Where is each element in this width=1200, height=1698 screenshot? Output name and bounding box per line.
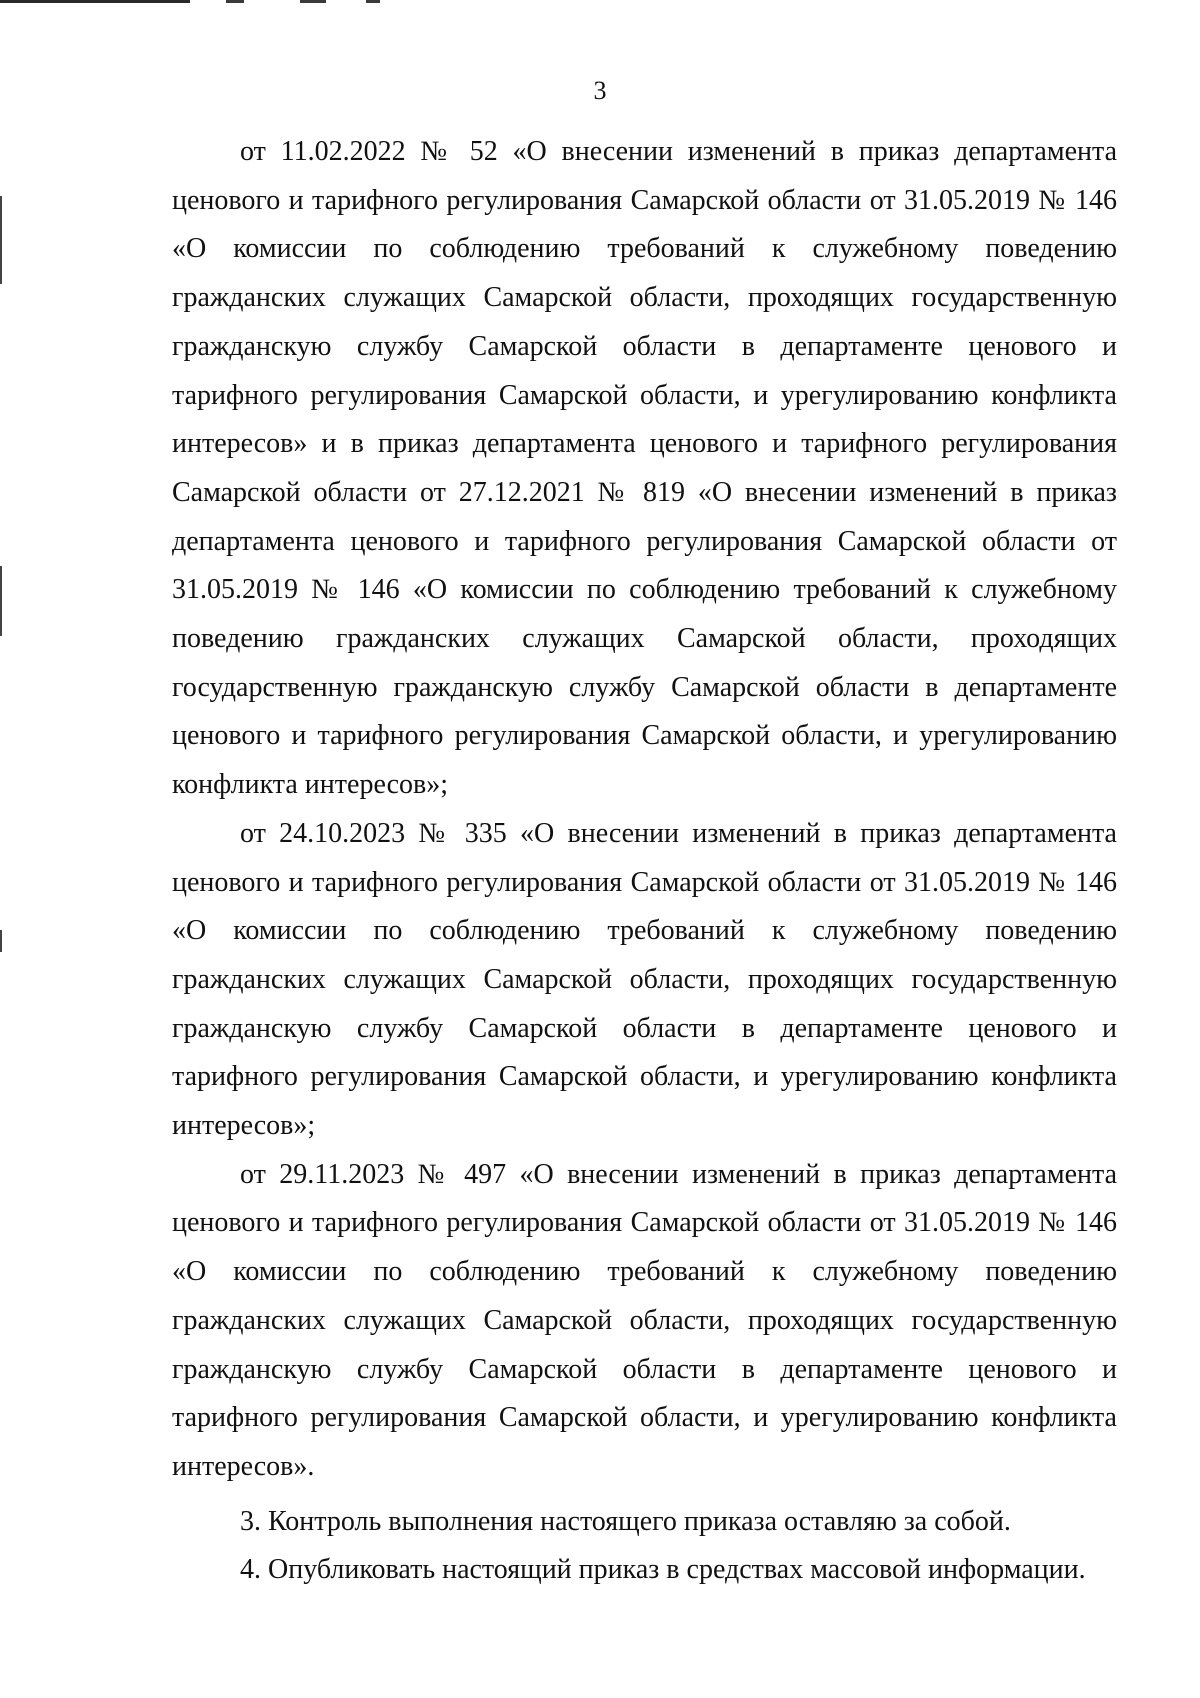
scan-edge-mark-top-dot [226, 0, 244, 3]
document-body [172, 128, 1117, 1595]
paragraph-item-3-control: 3. Контроль выполнения настоящего приказа оставляю за собой. [240, 1505, 1011, 1537]
paragraph-order-2023-335: от 24.10.2023 № 335 «О внесении изменений в приказ департамента ценового и тарифного регулирования Самарской области от 31.05.2019 № 146 «О комиссии по соблюдению требований к служебному поведению гражданских служащих Самарской области, проходящих государственную гражданскую службу Самарской области в департаменте ценового и тарифного регулирования Самарской области, и урегулированию конфликта интересов»; [172, 817, 1117, 1142]
scan-edge-mark-left [0, 196, 2, 284]
paragraph-item-4-publish: 4. Опубликовать настоящий приказ в средствах массовой информации. [240, 1554, 1086, 1586]
page-number: 3 [593, 76, 607, 105]
paragraph-order-2023-497: от 29.11.2023 № 497 «О внесении изменений в приказ департамента ценового и тарифного регулирования Самарской области от 31.05.2019 № 146 «О комиссии по соблюдению требований к служебному поведению гражданских служащих Самарской области, проходящих государственную гражданскую службу Самарской области в департаменте ценового и тарифного регулирования Самарской области, и урегулированию конфликта интересов». [172, 1158, 1117, 1482]
paragraph-order-2022-52: от 11.02.2022 № 52 «О внесении изменений в приказ департамента ценового и тарифного регулирования Самарской области от 31.05.2019 № 146 «О комиссии по соблюдению требований к служебному поведению гражданских служащих Самарской области, проходящих государственную гражданскую службу Самарской области в департаменте ценового и тарифного регулирования Самарской области, и урегулированию конфликта интересов» и в приказ департамента ценового и тарифного регулирования Самарской области от 27.12.2021 № 819 «О внесении изменений в приказ департамента ценового и тарифного регулирования Самарской области от 31.05.2019 № 146 «О комиссии по соблюдению требований к служебному поведению гражданских служащих Самарской области, проходящих государственную гражданскую службу Самарской области в департаменте ценового и тарифного регулирования Самарской области, и урегулированию конфликта интересов»; [172, 136, 1117, 801]
scan-edge-mark-top-dot [366, 0, 380, 3]
scan-edge-mark-top [0, 0, 190, 3]
scan-edge-mark-left [0, 566, 2, 636]
scan-edge-mark-left [0, 930, 2, 952]
scan-edge-mark-top-dot [300, 0, 326, 3]
